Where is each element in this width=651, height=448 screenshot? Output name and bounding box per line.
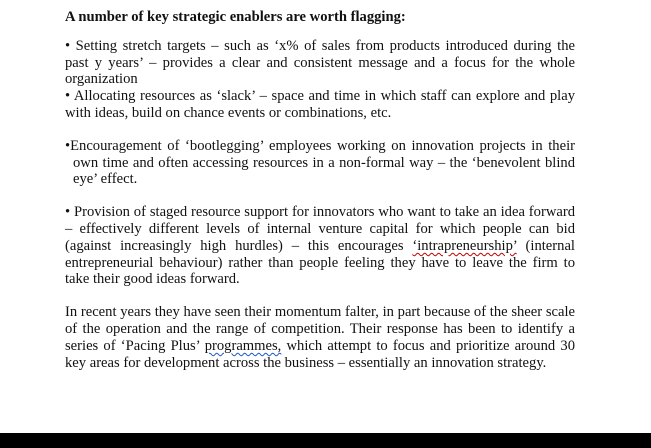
paragraph-text: • Provision of staged resource support for innovators who want to take an idea forward – effectively different levels of internal venture capital for which people can bid (against increasingly high hurdles) – this encourages xyxy=(65,204,575,254)
spellcheck-flagged-word[interactable]: ‘intrapreneurship’ xyxy=(412,237,517,254)
grammar-flagged-word[interactable]: programmes, xyxy=(204,337,282,354)
section-heading: A number of key strategic enablers are worth flagging: xyxy=(65,9,406,25)
bottom-border xyxy=(0,433,651,448)
bullet-slack-resources: • Allocating resources as ‘slack’ – space and time in which staff can explore and play with ideas, build on chance events or combinations, etc. xyxy=(65,88,575,121)
paragraph-text: which attempt to focus and prioritize around 30 key areas for development across the business – essentially an innovation strategy. xyxy=(65,337,575,371)
paragraph-text: In recent years they have seen their momentum falter, in part because of the sheer scale of the operation and the range of competition. Their response has been to identify a series of ‘Pacing Plus’ xyxy=(65,304,575,354)
bullet-staged-resource-support xyxy=(65,204,575,288)
paragraph-pacing-plus xyxy=(65,304,575,371)
document-body xyxy=(65,9,575,371)
paragraph-text: (internal entrepreneurial behaviour) rather than people feeling they have to leave the firm to take their good ideas forward. xyxy=(65,237,575,288)
bullet-bootlegging: •Encouragement of ‘bootlegging’ employees working on innovation projects in their own time and often accessing resources in a non-formal way – the ‘benevolent blind eye’ effect. xyxy=(65,137,575,188)
bullet-stretch-targets: • Setting stretch targets – such as ‘x% of sales from products introduced during the past y years’ – provides a clear and consistent message and a focus for the whole organization xyxy=(65,37,575,88)
